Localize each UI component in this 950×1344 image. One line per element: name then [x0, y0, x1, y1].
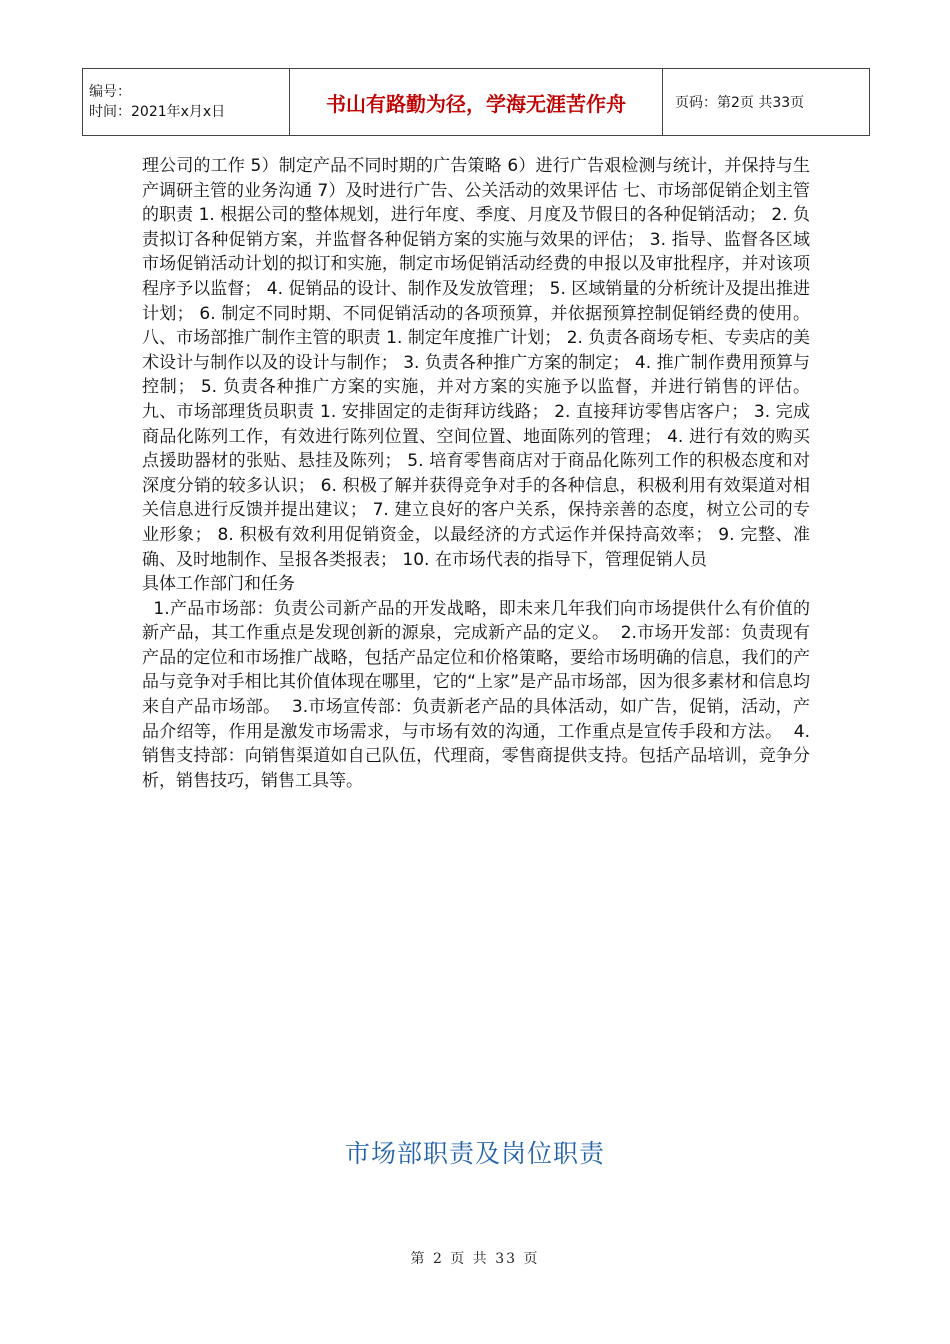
- page-footer: 第 2 页 共 33 页: [410, 1251, 540, 1267]
- date-label: 时间：2021年x月x日: [89, 104, 226, 120]
- header-motto: 书山有路勤为径，学海无涯苦作舟: [326, 91, 626, 116]
- document-body: [142, 154, 810, 793]
- body-paragraph-2: 1.产品市场部：负责公司新产品的开发战略，即未来几年我们向市场提供什么有价值的新产品，其工作重点是发现创新的源泉，完成新产品的定义。 2.市场开发部：负责现有产品的定位和市场推广战略，包括产品定位和价格策略，要给市场明确的信息，我们的产品与竞争对手相比其价值体现在哪里，它的“上家”是产品市场部，因为很多素材和信息均来自产品市场部。 3.市场宣传部：负责新老产品的具体活动，如广告，促销，活动，产品介绍等，作用是激发市场需求，与市场有效的沟通，工作重点是宣传手段和方法。 4.销售支持部：向销售渠道如自己队伍，代理商，零售商提供支持。包括产品培训，竞争分析，销售技巧，销售工具等。: [142, 598, 810, 791]
- document-header: [82, 68, 870, 136]
- header-page-info: 页码：第2页 共33页: [663, 69, 870, 136]
- header-meta-cell: [83, 69, 290, 136]
- serial-label: 编号：: [89, 84, 131, 100]
- header-motto-cell: [290, 69, 663, 136]
- document-title: 市场部职责及岗位职责: [344, 1139, 605, 1168]
- body-paragraph-1: 理公司的工作 5）制定产品不同时期的广告策略 6）进行广告艰检测与统计，并保持与生产调研主管的业务沟通 7）及时进行广告、公关活动的效果评估 七、市场部促销企划主管的职责 1. 根据公司的整体规划，进行年度、季度、月度及节假日的各种促销活动； 2. 负责拟订各种促销方案，并监督各种促销方案的实施与效果的评估； 3. 指导、监督各区域市场促销活动计划的拟订和实施，制定市场促销活动经费的申报以及审批程序，并对该项程序予以监督； 4. 促销品的设计、制作及发放管理； 5. 区域销量的分析统计及提出推进计划； 6. 制定不同时期、不同促销活动的各项预算，并依据预算控制促销经费的使用。 八、市场部推广制作主管的职责 1. 制定年度推广计划； 2. 负责各商场专柜、专卖店的美术设计与制作以及的设计与制作； 3. 负责各种推广方案的制定； 4. 推广制作费用预算与控制； 5. 负责各种推广方案的实施，并对方案的实施予以监督，并进行销售的评估。 九、市场部理货员职责 1. 安排固定的走街拜访线路； 2. 直接拜访零售店客户； 3. 完成商品化陈列工作，有效进行陈列位置、空间位置、地面陈列的管理； 4. 进行有效的购买点援助器材的张贴、悬挂及陈列； 5. 培育零售商店对于商品化陈列工作的积极态度和对深度分销的较多认识； 6. 积极了解并获得竞争对手的各种信息，积极利用有效渠道对相关信息进行反馈并提出建议； 7. 建立良好的客户关系，保持亲善的态度，树立公司的专业形象； 8. 积极有效利用促销资金，以最经济的方式运作并保持高效率； 9. 完整、准确、及时地制作、呈报各类报表； 10. 在市场代表的指导下，管理促销人员: [142, 156, 810, 570]
- section-heading: 具体工作部门和任务: [142, 574, 295, 595]
